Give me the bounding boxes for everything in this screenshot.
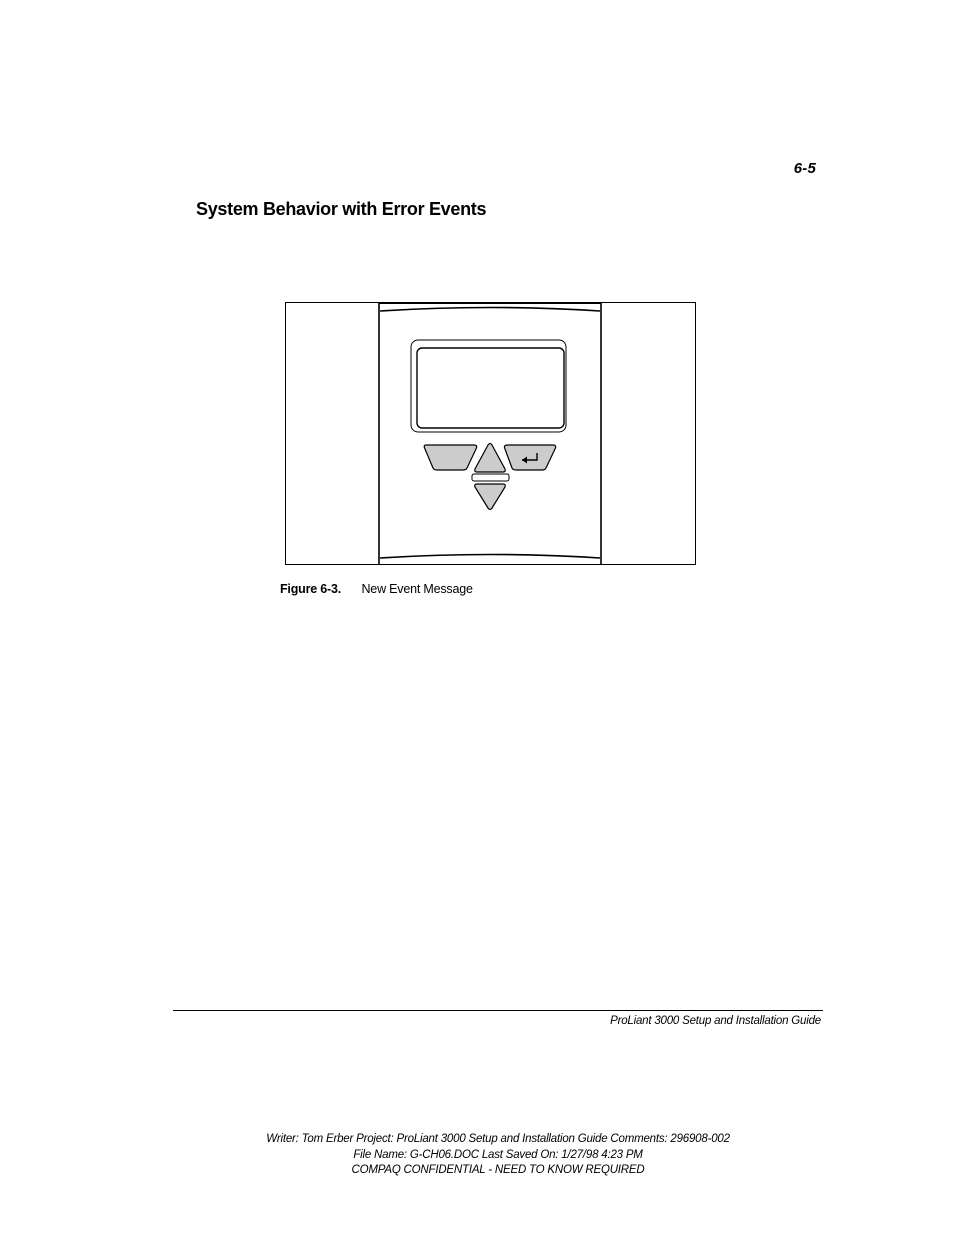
metadata-line-writer: Writer: Tom Erber Project: ProLiant 3000 Setup and Installation Guide Comments: 296908-002: [266, 1133, 730, 1145]
footer-rule: [173, 1010, 823, 1011]
lcd-display: [411, 340, 566, 432]
figure-integrated-management-display: [285, 302, 696, 566]
metadata-line-confidential: COMPAQ CONFIDENTIAL - NEED TO KNOW REQUIRED: [351, 1164, 645, 1176]
figure-title: New Event Message: [361, 582, 473, 596]
document-metadata: [200, 1132, 796, 1179]
button-divider-bar: [472, 474, 509, 481]
page-number: 6-5: [793, 160, 816, 177]
figure-caption: [280, 582, 473, 596]
figure-label: Figure 6-3.: [280, 582, 342, 596]
footer-guide-title: ProLiant 3000 Setup and Installation Guide: [610, 1015, 821, 1027]
metadata-line-file: File Name: G-CH06.DOC Last Saved On: 1/27/98 4:23 PM: [353, 1148, 643, 1161]
section-heading: System Behavior with Error Events: [196, 199, 487, 219]
